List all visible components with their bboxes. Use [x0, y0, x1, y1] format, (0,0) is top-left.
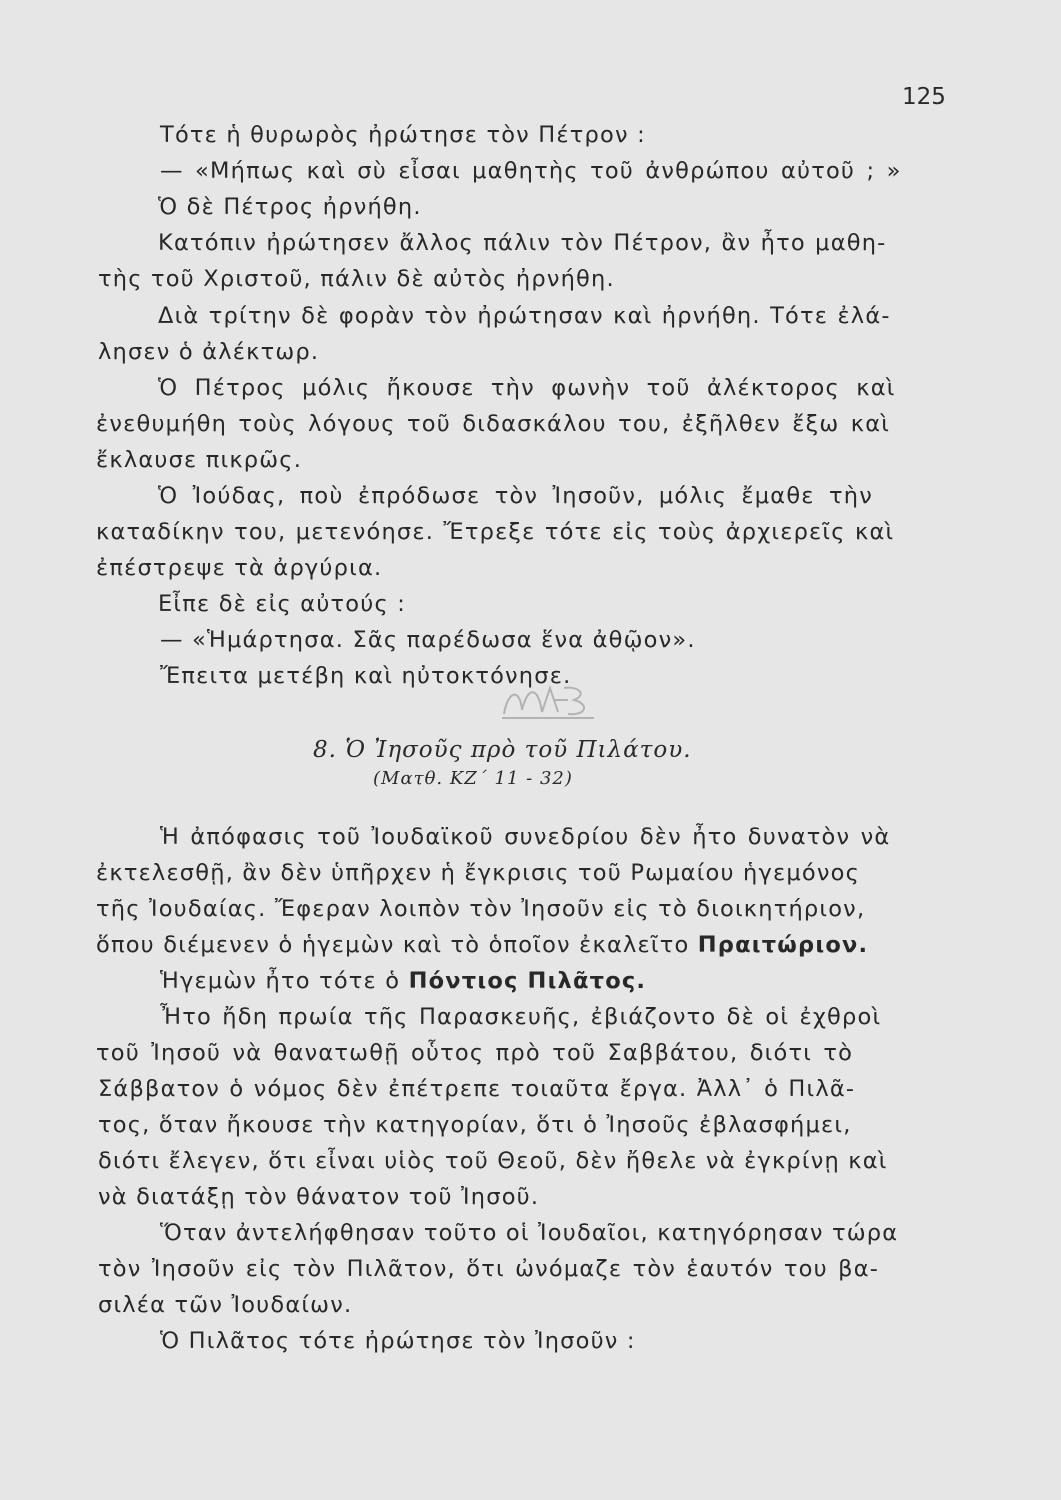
text-line: Διὰ τρίτην δὲ φορὰν τὸν ἠρώτησαν καὶ ἠρνήθη. Τότε ἐλά- [158, 303, 891, 329]
text-line: σιλέα τῶν Ἰουδαίων. [98, 1292, 353, 1318]
text-line: ἐκτελεσθῇ, ἂν δὲν ὑπῆρχεν ἡ ἔγκρισις τοῦ Ρωμαίου ἡγεμόνος [96, 860, 861, 886]
section-reference: (Ματθ. ΚΖ΄ 11 - 32) [373, 768, 573, 789]
page-number: 125 [902, 84, 946, 110]
text-line: τος, ὅταν ἤκουσε τὴν κατηγορίαν, ὅτι ὁ Ἰησοῦς ἐβλασφήμει, [98, 1112, 852, 1138]
text-line [96, 934, 868, 957]
text-line: τοῦ Ἰησοῦ νὰ θανατωθῇ οὗτος πρὸ τοῦ Σαββάτου, διότι τὸ [96, 1040, 854, 1066]
text-line: Ἡ ἀπόφασις τοῦ Ἰουδαϊκοῦ συνεδρίου δὲν ἦτο δυνατὸν νὰ [160, 824, 891, 850]
text-line: ἐνεθυμήθη τοὺς λόγους τοῦ διδασκάλου του, ἐξῆλθεν ἔξω καὶ [96, 411, 891, 437]
section-title: 8. Ὁ Ἰησοῦς πρὸ τοῦ Πιλάτου. [313, 737, 692, 763]
text-line: ἐπέστρεψε τὰ ἀργύρια. [96, 555, 383, 581]
text-line: Εἶπε δὲ εἰς αὐτούς : [158, 591, 407, 617]
library-stamp [498, 680, 598, 722]
text-line: τῆς Ἰουδαίας. Ἔφεραν λοιπὸν τὸν Ἰησοῦν εἰς τὸ διοικητήριον, [96, 896, 866, 922]
text-line: λησεν ὁ ἀλέκτωρ. [98, 339, 320, 365]
text-line: ἔκλαυσε πικρῶς. [96, 447, 303, 473]
text-line: Ὅταν ἀντελήφθησαν τοῦτο οἱ Ἰουδαῖοι, κατηγόρησαν τώρα [160, 1220, 899, 1246]
text-span: ὅπου διέμενεν ὁ ἡγεμὼν καὶ τὸ ὁποῖον ἐκαλεῖτο [96, 932, 698, 958]
text-line: διότι ἔλεγεν, ὅτι εἶναι υἱὸς τοῦ Θεοῦ, δὲν ἤθελε νὰ ἐγκρίνῃ καὶ [98, 1148, 888, 1174]
term-praitorion: Πραιτώριον. [697, 932, 869, 958]
text-line: Ὁ Ἰούδας, ποὺ ἐπρόδωσε τὸν Ἰησοῦν, μόλις ἔμαθε τὴν [158, 483, 873, 509]
text-line: Ὁ δὲ Πέτρος ἠρνήθη. [158, 194, 422, 220]
text-line: νὰ διατάξῃ τὸν θάνατον τοῦ Ἰησοῦ. [98, 1184, 540, 1210]
text-line: Ἔπειτα μετέβη καὶ ηὐτοκτόνησε. [160, 663, 572, 689]
term-pontius-pilate: Πόντιος Πιλᾶτος. [408, 968, 647, 994]
text-line: Ὁ Πιλᾶτος τότε ἠρώτησε τὸν Ἰησοῦν : [160, 1328, 636, 1354]
text-line: Ὁ Πέτρος μόλις ἤκουσε τὴν φωνὴν τοῦ ἀλέκτορος καὶ [158, 375, 896, 401]
text-line: Κατόπιν ἠρώτησεν ἄλλος πάλιν τὸν Πέτρον, ἂν ἦτο μαθη- [158, 230, 887, 256]
text-line: Ἦτο ἤδη πρωία τῆς Παρασκευῆς, ἐβιάζοντο δὲ οἱ ἐχθροὶ [160, 1004, 882, 1030]
text-span: Ἡγεμὼν ἦτο τότε ὁ [160, 968, 409, 994]
text-line: — «Μήπως καὶ σὺ εἶσαι μαθητὴς τοῦ ἀνθρώπου αὐτοῦ ; » [160, 158, 902, 184]
text-line: καταδίκην του, μετενόησε. Ἔτρεξε τότε εἰς τοὺς ἀρχιερεῖς καὶ [96, 519, 895, 545]
text-line: Τότε ἡ θυρωρὸς ἠρώτησε τὸν Πέτρον : [160, 122, 646, 148]
text-line: τὴς τοῦ Χριστοῦ, πάλιν δὲ αὐτὸς ἠρνήθη. [98, 266, 615, 292]
text-line [160, 970, 646, 993]
text-line: Σάββατον ὁ νόμος δὲν ἐπέτρεπε τοιαῦτα ἔργα. Ἀλλ᾽ ὁ Πιλᾶ- [98, 1076, 856, 1102]
text-line: — «Ἡμάρτησα. Σᾶς παρέδωσα ἕνα ἀθῷον». [160, 627, 696, 653]
text-line: τὸν Ἰησοῦν εἰς τὸν Πιλᾶτον, ὅτι ὠνόμαζε τὸν ἑαυτόν του βα- [98, 1256, 880, 1282]
